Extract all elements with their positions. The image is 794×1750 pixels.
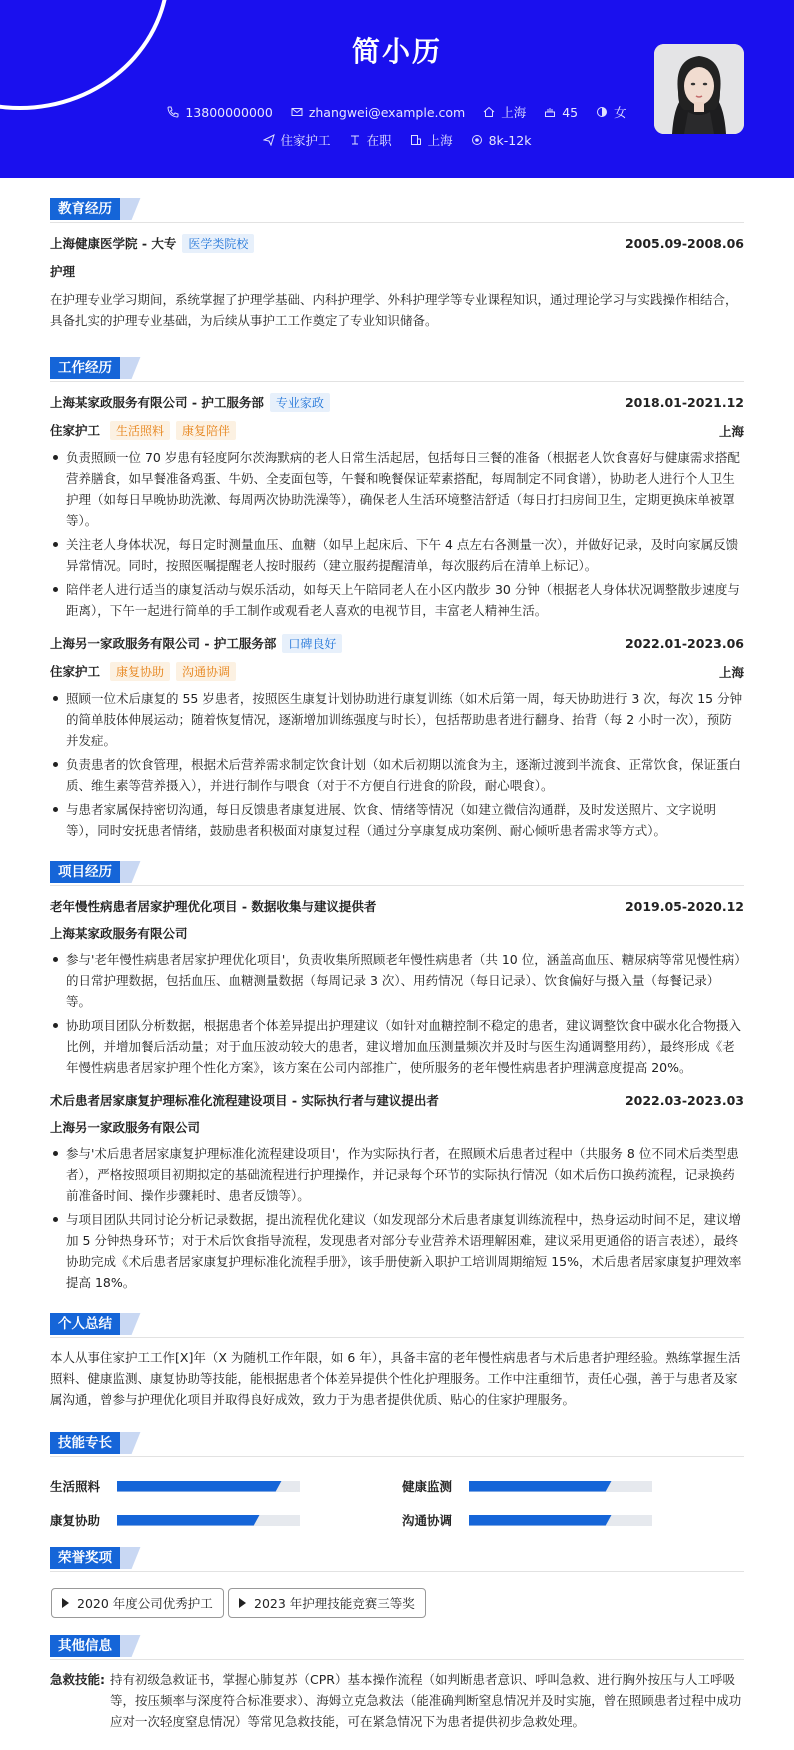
section-title <box>50 198 744 220</box>
work-date: 2022.01-2023.06 <box>624 636 744 651</box>
work-city: 上海 <box>718 423 744 439</box>
section-title <box>50 861 744 883</box>
project-name: 术后患者居家康复护理标准化流程建设项目 - 实际执行者与建议提出者 <box>50 1093 439 1108</box>
section-title <box>50 357 744 379</box>
company-name: 上海另一家政服务有限公司 - 护工服务部 <box>50 636 277 651</box>
project-head <box>50 897 744 915</box>
cake-icon <box>544 106 556 118</box>
work-points <box>50 447 744 621</box>
education-section <box>50 198 744 331</box>
skill-bar-fill <box>117 1515 260 1526</box>
mail-icon <box>291 106 303 118</box>
phone-item <box>167 103 272 121</box>
work-role-row <box>50 421 744 440</box>
project-item <box>50 1091 744 1293</box>
work-city: 上海 <box>718 664 744 680</box>
company-badge: 口碑良好 <box>282 634 342 653</box>
coin-icon <box>471 134 483 146</box>
email-text: zhangwei@example.com <box>308 104 466 120</box>
phone-text: 13800000000 <box>185 104 273 120</box>
list-item: 陪伴老人进行适当的康复活动与娱乐活动，如每天上午陪同老人在小区内散步 30 分钟（根据老人身体状况调整散步速度与距离），下午一起进行简单的手工制作或观看老人喜欢的电视节目，丰富老人精神生活。 <box>50 579 744 621</box>
section-title-text: 技能专长 <box>50 1432 120 1454</box>
role-tag: 康复协助 <box>110 662 170 681</box>
work-head <box>50 634 744 653</box>
age-item <box>544 103 578 121</box>
summary-text: 本人从事住家护工工作[X]年（X 为随机工作年限，如 6 年），具备丰富的老年慢性病患者与术后患者护理经验。熟练掌握生活照料、健康监测、康复协助等技能，能根据患者个体差异提供个性化护理服务。工作中注重细节，责任心强，善于与患者及家属沟通，曾参与护理优化项目并取得良好成效，致力于为患者提供优质、贴心的住家护理服务。 <box>50 1350 741 1407</box>
award-text: 2020 年度公司优秀护工 <box>77 1596 213 1611</box>
send-icon <box>263 134 275 146</box>
awards-section <box>50 1547 744 1569</box>
skill-bar <box>469 1481 652 1492</box>
project-org: 上海另一家政服务有限公司 <box>50 1120 201 1135</box>
gender-text: 女 <box>614 105 627 120</box>
projects-section <box>50 861 744 1296</box>
project-date: 2022.03-2023.03 <box>624 1092 744 1108</box>
section-title-text: 其他信息 <box>50 1635 120 1657</box>
triangle-icon <box>62 1598 69 1608</box>
work-role-row <box>50 662 744 681</box>
section-title-text: 荣誉奖项 <box>50 1547 120 1569</box>
project-head <box>50 1091 744 1109</box>
job-target-text: 住家护工 <box>280 133 331 148</box>
phone-icon <box>167 106 179 118</box>
status-text: 在职 <box>366 133 392 148</box>
award-text: 2023 年护理技能竞赛三等奖 <box>254 1596 415 1611</box>
award-item <box>51 1588 224 1618</box>
role-tag: 生活照料 <box>110 421 170 440</box>
role: 住家护工 <box>50 664 101 679</box>
role-tag: 沟通协调 <box>176 662 236 681</box>
resume-title: 简小历 <box>351 35 442 68</box>
list-item: 负责照顾一位 70 岁患有轻度阿尔茨海默病的老人日常生活起居，包括每日三餐的准备（根据老人饮食喜好与健康需求搭配营养膳食，如早餐准备鸡蛋、牛奶、全麦面包等，午餐和晚餐保证荤素搭配，每周制定不同食谱），协助老人进行个人卫生护理（如每日早晚协助洗漱、每周两次协助洗澡等），确保老人生活环境整洁舒适（每日打扫房间卫生，定期更换床单被罩等）。 <box>50 447 744 531</box>
skill-item <box>402 1511 652 1529</box>
email-item <box>291 103 465 121</box>
section-title <box>50 1432 744 1454</box>
education-head <box>50 234 744 253</box>
education-desc: 在护理专业学习期间，系统掌握了护理学基础、内科护理学、外科护理学等专业课程知识，通过理论学习与实践操作相结合，具备扎实的护理专业基础，为后续从事护工工作奠定了专业知识储备。 <box>50 292 738 328</box>
role: 住家护工 <box>50 423 101 438</box>
major: 护理 <box>50 264 76 279</box>
section-title-text: 工作经历 <box>50 357 120 379</box>
section-title-text: 项目经历 <box>50 861 120 883</box>
skill-name: 健康监测 <box>402 1479 453 1494</box>
skill-name: 康复协助 <box>50 1513 101 1528</box>
home-icon <box>483 106 495 118</box>
city-text: 上海 <box>501 105 527 120</box>
salary-item <box>471 131 532 149</box>
list-item: 协助项目团队分析数据，根据患者个体差异提出护理建议（如针对血糖控制不稳定的患者，建议调整饮食中碳水化合物摄入比例，并增加餐后活动量；对于血压波动较大的患者，建议增加血压测量频次并及时与医生沟通调整用药），最终形成《老年慢性病患者居家护理个性化方案》，该方案在公司内部推广，使所服务的老年慢性病患者护理满意度提高 20%。 <box>50 1015 744 1078</box>
work-points <box>50 688 744 841</box>
skill-item <box>50 1511 300 1529</box>
other-section <box>50 1635 744 1732</box>
school-badge: 医学类院校 <box>182 234 254 253</box>
skill-name: 生活照料 <box>50 1479 101 1494</box>
work-item <box>50 393 744 621</box>
age-text: 45 <box>562 104 579 120</box>
work-date: 2018.01-2021.12 <box>624 395 744 410</box>
list-item: 与项目团队共同讨论分析记录数据，提出流程优化建议（如发现部分术后患者康复训练流程中，热身运动时间不足，建议增加 5 分钟热身环节；对于术后饮食指导流程，发现患者对部分专业营养术语理解困难，建议采用更通俗的语言表述），最终协助完成《术后患者居家康复护理标准化流程手册》，该手册使新入职护工培训周期缩短 15%，术后患者居家康复护理效率提高 18%。 <box>50 1209 744 1293</box>
gender-icon <box>596 106 608 118</box>
project-points <box>50 949 744 1078</box>
list-item: 关注老人身体状况，每日定时测量血压、血糖（如早上起床后、下午 4 点左右各测量一次），并做好记录，及时向家属反馈异常情况。同时，按照医嘱提醒老人按时服药（建立服药提醒清单，每次服药后在清单上标记）。 <box>50 534 744 576</box>
skill-name: 沟通协调 <box>402 1513 453 1528</box>
project-item <box>50 897 744 1078</box>
list-item: 参与'术后患者居家康复护理标准化流程建设项目'，作为实际执行者，在照顾术后患者过程中（共服务 8 位不同术后类型患者），严格按照项目初期拟定的基础流程进行护理操作，并记录每个环节的实际执行情况（如术后伤口换药流程，记录换药前准备时间、操作步骤耗时、患者反馈等）。 <box>50 1143 744 1206</box>
section-title <box>50 1547 744 1569</box>
section-title <box>50 1313 744 1335</box>
city-item <box>483 103 526 121</box>
avatar <box>654 44 744 134</box>
work-head <box>50 393 744 412</box>
project-points <box>50 1143 744 1293</box>
list-item: 照顾一位术后康复的 55 岁患者，按照医生康复计划协助进行康复训练（如术后第一周，每天协助进行 3 次，每次 15 分钟的简单肢体伸展运动；随着恢复情况，逐渐增加训练强度与时长），包括帮助患者进行翻身、抬背（每 2 小时一次），预防并发症。 <box>50 688 744 751</box>
status-item <box>349 131 392 149</box>
job-target-item <box>263 131 331 149</box>
award-item <box>228 1588 426 1618</box>
status-icon <box>349 134 361 146</box>
skill-bar <box>469 1515 652 1526</box>
school-name: 上海健康医学院 - 大专 <box>50 236 177 251</box>
gender-item <box>596 103 627 121</box>
target-city-item <box>410 131 453 149</box>
other-text: 持有初级急救证书，掌握心肺复苏（CPR）基本操作流程（如判断患者意识、呼叫急救、进行胸外按压与人工呼吸等，按压频率与深度符合标准要求）、海姆立克急救法（能准确判断窒息情况并及时实施，曾在照顾患者过程中成功应对一次轻度窒息情况）等常见急救技能，可在紧急情况下为患者提供初步急救处理。 <box>110 1672 742 1729</box>
building-icon <box>410 134 422 146</box>
skill-item <box>50 1477 300 1495</box>
skill-bar-fill <box>469 1515 612 1526</box>
other-label: 急救技能: <box>50 1672 105 1687</box>
skills-section <box>50 1432 744 1454</box>
header <box>0 0 794 178</box>
section-title <box>50 1635 744 1657</box>
skill-bar-fill <box>469 1481 612 1492</box>
skill-bar <box>117 1515 300 1526</box>
salary-text: 8k-12k <box>488 132 532 148</box>
company-name: 上海某家政服务有限公司 - 护工服务部 <box>50 395 264 410</box>
skill-bar <box>117 1481 300 1492</box>
company-badge: 专业家政 <box>270 393 330 412</box>
role-tag: 康复陪伴 <box>176 421 236 440</box>
section-title-text: 教育经历 <box>50 198 120 220</box>
list-item: 与患者家属保持密切沟通，每日反馈患者康复进展、饮食、情绪等情况（如建立微信沟通群，及时发送照片、文字说明等），同时安抚患者情绪，鼓励患者积极面对康复过程（通过分享康复成功案例、耐心倾听患者需求等方式）。 <box>50 799 744 841</box>
work-section <box>50 357 744 844</box>
summary-section <box>50 1313 744 1410</box>
list-item: 负责患者的饮食管理，根据术后营养需求制定饮食计划（如术后初期以流食为主，逐渐过渡到半流食、正常饮食，保证蛋白质、维生素等营养摄入），并进行制作与喂食（对于不方便自行进食的阶段，耐心喂食）。 <box>50 754 744 796</box>
project-date: 2019.05-2020.12 <box>624 898 744 914</box>
triangle-icon <box>239 1598 246 1608</box>
project-org: 上海某家政服务有限公司 <box>50 926 188 941</box>
list-item: 参与'老年慢性病患者居家护理优化项目'，负责收集所照顾老年慢性病患者（共 10 位，涵盖高血压、糖尿病等常见慢性病）的日常护理数据，包括血压、血糖测量数据（每周记录 3 次）、用药情况（每日记录）、饮食偏好与摄入量（每餐记录）等。 <box>50 949 744 1012</box>
target-city-text: 上海 <box>427 133 453 148</box>
education-date: 2005.09-2008.06 <box>624 236 744 251</box>
skill-item <box>402 1477 652 1495</box>
other-item <box>50 1669 744 1732</box>
skill-bar-fill <box>117 1481 282 1492</box>
work-item <box>50 634 744 841</box>
section-title-text: 个人总结 <box>50 1313 120 1335</box>
project-name: 老年慢性病患者居家护理优化项目 - 数据收集与建议提供者 <box>50 899 377 914</box>
